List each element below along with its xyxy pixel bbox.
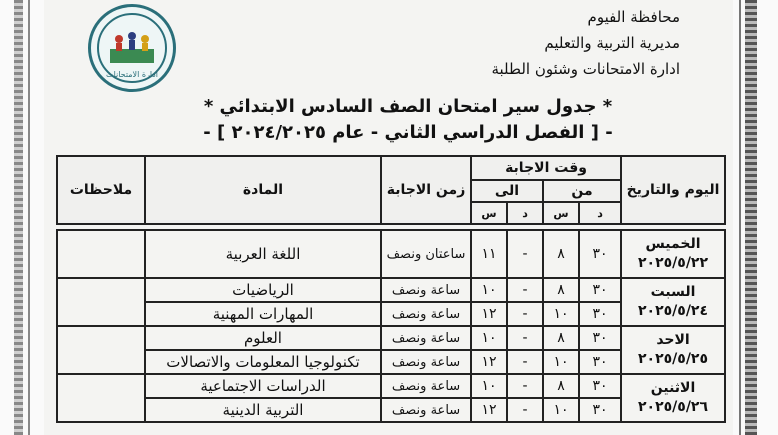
header-to: الى bbox=[471, 180, 543, 202]
subject: الدراسات الاجتماعية bbox=[145, 374, 381, 398]
from-minute: ٣٠ bbox=[579, 350, 621, 374]
header-duration: زمن الاجابة bbox=[381, 156, 471, 224]
header-to-minute: د bbox=[507, 202, 543, 224]
day-name: الاحد bbox=[656, 332, 690, 348]
day-cell-thursday bbox=[621, 230, 725, 278]
header-notes: ملاحظات bbox=[57, 156, 145, 224]
from-hour: ١٠ bbox=[543, 350, 579, 374]
header-from-hour: س bbox=[543, 202, 579, 224]
answer-duration: ساعة ونصف bbox=[381, 326, 471, 350]
from-hour: ١٠ bbox=[543, 302, 579, 326]
header-to-hour: س bbox=[471, 202, 507, 224]
answer-duration: ساعة ونصف bbox=[381, 374, 471, 398]
from-hour: ٨ bbox=[543, 326, 579, 350]
to-minute: - bbox=[507, 278, 543, 302]
to-hour: ١٢ bbox=[471, 398, 507, 422]
subject: العلوم bbox=[145, 326, 381, 350]
answer-duration: ساعتان ونصف bbox=[381, 230, 471, 278]
day-cell-monday bbox=[621, 374, 725, 422]
page-title: * جدول سير امتحان الصف السادس الابتدائي * bbox=[203, 96, 613, 117]
day-name: السبت bbox=[650, 284, 696, 300]
subject: التربية الدينية bbox=[145, 398, 381, 422]
header-from-minute: د bbox=[579, 202, 621, 224]
directorate-name: مديرية التربية والتعليم bbox=[544, 34, 680, 52]
right-border-line bbox=[739, 0, 741, 435]
left-border-bar bbox=[14, 0, 23, 435]
from-hour: ٨ bbox=[543, 278, 579, 302]
subject: الرياضيات bbox=[145, 278, 381, 302]
from-minute: ٣٠ bbox=[579, 398, 621, 422]
from-minute: ٣٠ bbox=[579, 326, 621, 350]
to-hour: ١٢ bbox=[471, 350, 507, 374]
header-day-date: اليوم والتاريخ bbox=[621, 156, 725, 224]
right-border-bar bbox=[745, 0, 757, 435]
right-border-decoration bbox=[733, 0, 778, 435]
to-hour: ١١ bbox=[471, 230, 507, 278]
table-row bbox=[57, 230, 725, 278]
page-subtitle: - [ الفصل الدراسي الثاني - عام ٢٠٢٤/٢٠٢٥ ] - bbox=[203, 122, 613, 143]
header-answer-time: وقت الاجابة bbox=[471, 156, 621, 180]
day-date: ٢٠٢٥/٥/٢٤ bbox=[637, 303, 709, 319]
governorate-name: محافظة الفيوم bbox=[587, 8, 680, 26]
notes-cell bbox=[57, 326, 145, 374]
to-hour: ١٠ bbox=[471, 278, 507, 302]
answer-duration: ساعة ونصف bbox=[381, 278, 471, 302]
directorate-logo bbox=[88, 4, 176, 92]
department-name: ادارة الامتحانات وشئون الطلبة bbox=[491, 60, 680, 78]
to-minute: - bbox=[507, 230, 543, 278]
notes-cell bbox=[57, 374, 145, 422]
exam-schedule-table bbox=[56, 155, 726, 423]
day-date: ٢٠٢٥/٥/٢٦ bbox=[637, 399, 709, 415]
answer-duration: ساعة ونصف bbox=[381, 302, 471, 326]
notes-cell bbox=[57, 278, 145, 326]
subject: المهارات المهنية bbox=[145, 302, 381, 326]
to-minute: - bbox=[507, 350, 543, 374]
answer-duration: ساعة ونصف bbox=[381, 350, 471, 374]
from-minute: ٣٠ bbox=[579, 230, 621, 278]
day-cell-sunday bbox=[621, 326, 725, 374]
header-subject: المادة bbox=[145, 156, 381, 224]
day-cell-saturday bbox=[621, 278, 725, 326]
to-minute: - bbox=[507, 302, 543, 326]
from-minute: ٣٠ bbox=[579, 302, 621, 326]
table-row bbox=[57, 326, 725, 350]
day-date: ٢٠٢٥/٥/٢٢ bbox=[637, 255, 709, 271]
table-row bbox=[57, 374, 725, 398]
day-name: الخميس bbox=[645, 236, 701, 252]
from-hour: ١٠ bbox=[543, 398, 579, 422]
to-hour: ١٠ bbox=[471, 374, 507, 398]
header-from: من bbox=[543, 180, 621, 202]
to-minute: - bbox=[507, 326, 543, 350]
from-minute: ٣٠ bbox=[579, 374, 621, 398]
logo-caption: ادارة الامتحانات bbox=[106, 70, 158, 79]
table-row bbox=[57, 278, 725, 302]
to-hour: ١٠ bbox=[471, 326, 507, 350]
from-hour: ٨ bbox=[543, 374, 579, 398]
logo-emblem-icon bbox=[107, 27, 157, 65]
to-minute: - bbox=[507, 374, 543, 398]
from-minute: ٣٠ bbox=[579, 278, 621, 302]
to-hour: ١٢ bbox=[471, 302, 507, 326]
from-hour: ٨ bbox=[543, 230, 579, 278]
subject: تكنولوجيا المعلومات والاتصالات bbox=[145, 350, 381, 374]
day-name: الاثنين bbox=[650, 380, 696, 396]
notes-cell bbox=[57, 230, 145, 278]
left-border-decoration bbox=[0, 0, 44, 435]
left-border-line bbox=[28, 0, 30, 435]
day-date: ٢٠٢٥/٥/٢٥ bbox=[637, 351, 709, 367]
answer-duration: ساعة ونصف bbox=[381, 398, 471, 422]
subject: اللغة العربية bbox=[145, 230, 381, 278]
to-minute: - bbox=[507, 398, 543, 422]
